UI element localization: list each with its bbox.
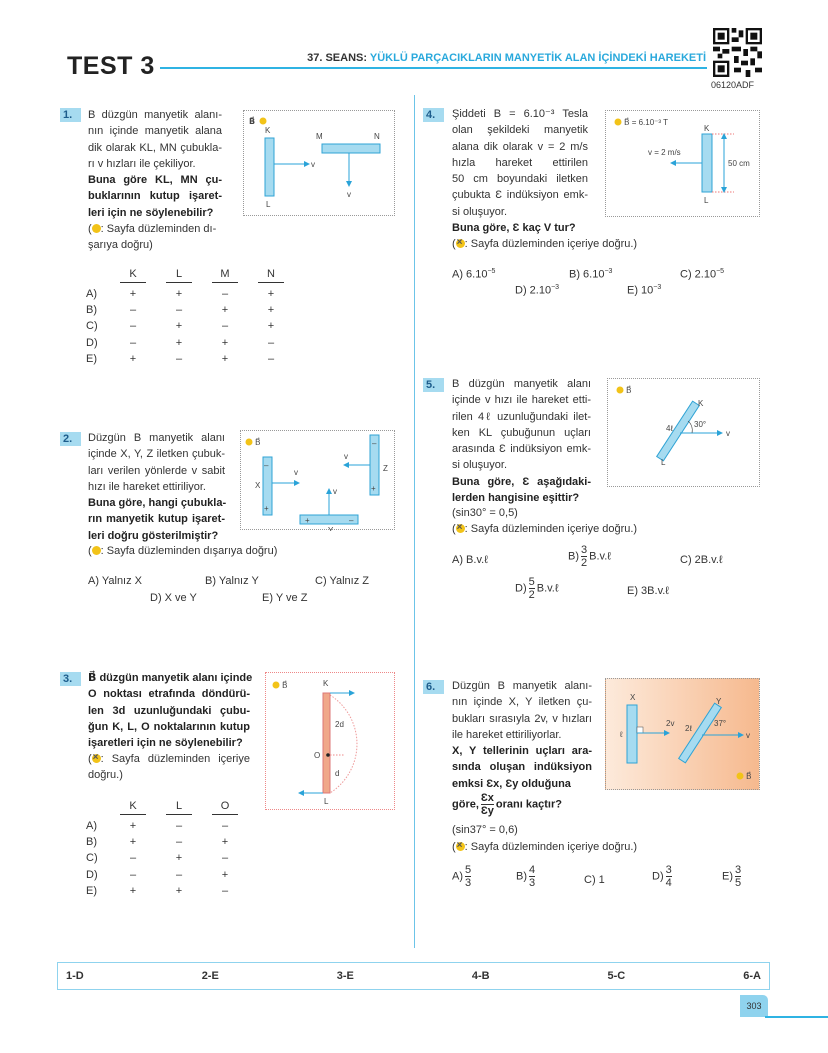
sign-cell: – — [221, 884, 229, 897]
rod-kl — [657, 401, 700, 461]
svg-text:+: + — [264, 504, 269, 513]
sign-cell: – — [221, 320, 229, 333]
text-line: nın içinde X, Y iletken çu- — [452, 696, 592, 709]
svg-text:v: v — [746, 731, 750, 740]
question-prompt — [452, 474, 591, 507]
figure-q4 — [605, 110, 760, 217]
question-text — [88, 430, 225, 495]
rod-x — [627, 705, 637, 763]
svg-text:Y: Y — [716, 697, 722, 706]
sign-cell: + — [175, 336, 183, 349]
option-label: A) — [86, 820, 97, 833]
option-row[interactable] — [86, 883, 248, 899]
into-page-icon — [456, 842, 465, 851]
sign-cell: + — [175, 884, 183, 897]
option-b[interactable]: B) Yalnız Y — [205, 575, 259, 587]
text-line: rı v hızları ile çekiliyor. — [88, 157, 196, 170]
sign-cell: + — [267, 288, 275, 301]
option-c[interactable]: C) 2B.v.ℓ — [680, 554, 723, 566]
sign-cell: – — [129, 868, 137, 881]
option-b[interactable]: B) $6.10^{-3}$ — [569, 268, 613, 281]
question-number: 3. — [60, 672, 81, 686]
text-line: hızı ile hareket ettiriliyor. — [88, 480, 206, 493]
svg-text:X: X — [630, 693, 636, 702]
text-line: ile hareket ettiriliyorlar. — [452, 728, 562, 741]
question-text — [452, 678, 592, 743]
option-e[interactable]: E) Y ve Z — [262, 592, 308, 604]
test-title: TEST 3 — [67, 52, 155, 80]
length-label: 50 cm — [728, 159, 750, 168]
options-table — [86, 264, 294, 367]
answer-3: 3-E — [336, 970, 354, 982]
svg-text:K: K — [704, 124, 710, 133]
text-line: si oluşuyor. — [452, 205, 508, 218]
velocity-arrow — [664, 730, 670, 736]
column-header: M — [212, 268, 238, 283]
question-prompt-end: göre, $\frac{Ɛx}{Ɛy}$ oranı kaçtır? — [452, 792, 562, 817]
sign-cell: – — [175, 352, 183, 365]
sign-cell: + — [129, 884, 137, 897]
velocity-arrow — [343, 462, 349, 468]
field-label: B⃗ — [255, 438, 261, 447]
field-note: (× : Sayfa düzleminden içeriye doğru.) — [88, 751, 250, 784]
text-line: çubukta Ɛ indüksiyon emk- — [452, 189, 588, 202]
velocity-arrow — [717, 430, 723, 436]
sign-cell: – — [129, 336, 137, 349]
option-a[interactable]: A) Yalnız X — [88, 575, 143, 587]
sign-cell: + — [175, 288, 183, 301]
text-line: arasında Ɛ indüksiyon emk- — [452, 443, 591, 456]
note-text: : Sayfa düzleminden dı- — [100, 223, 217, 235]
text-line: Düzgün B manyetik alanı- — [452, 680, 592, 692]
svg-text:L: L — [661, 458, 666, 467]
rod-kl — [265, 138, 274, 196]
sign-cell: + — [129, 288, 137, 301]
velocity-arrow — [326, 488, 332, 494]
text-line: buklarının kutup işaret- — [88, 190, 222, 203]
svg-text:v: v — [333, 487, 337, 496]
out-of-page-icon — [92, 546, 101, 555]
sign-cell: + — [175, 852, 183, 865]
rod-label-x: X — [255, 481, 261, 490]
option-e[interactable]: E) $10^{-3}$ — [627, 284, 662, 297]
session-topic: YÜKLÜ PARÇACIKLARIN MANYETİK ALAN İÇİNDEKİ HAREKETİ — [369, 52, 706, 64]
svg-text:d: d — [335, 769, 340, 778]
option-row[interactable] — [86, 302, 294, 318]
rod-label-y: Y — [328, 526, 334, 531]
svg-text:L: L — [324, 797, 329, 806]
option-row[interactable] — [86, 867, 248, 883]
question-number: 6. — [423, 680, 444, 694]
column-divider — [414, 95, 415, 948]
rod-y — [679, 703, 722, 763]
velocity-label: v — [347, 190, 351, 199]
option-d[interactable]: D) $\frac{3}{4}$ — [652, 864, 672, 889]
text-line: sında oluşan indüksiyon — [452, 761, 592, 774]
option-c[interactable]: C) 1 — [584, 874, 605, 886]
sign-cell: – — [267, 336, 275, 349]
text-line: nın içinde manyetik alana — [88, 125, 222, 138]
sign-cell: + — [129, 352, 137, 365]
into-page-icon — [246, 439, 253, 446]
field-note: (× : Sayfa düzleminden içeriye doğru.) — [452, 236, 637, 252]
header-rule — [160, 67, 707, 69]
option-label: C) — [86, 320, 98, 333]
pivot-point — [326, 753, 330, 757]
sign-cell: + — [129, 820, 137, 833]
qr-code-text: 06120ADF — [711, 80, 755, 90]
rod-kl — [702, 134, 712, 192]
point-label-m: M — [316, 132, 323, 141]
sign-cell: + — [221, 304, 229, 317]
figure-q5 — [607, 378, 760, 487]
given-value: (sin37° = 0,6) — [452, 824, 518, 836]
sign-cell: – — [221, 288, 229, 301]
option-d[interactable]: D) $2.10^{-3}$ — [515, 284, 560, 297]
figure-q1 — [243, 110, 395, 216]
answer-4: 4-B — [471, 970, 490, 982]
answer-1: 1-D — [66, 970, 84, 982]
figure-q6 — [605, 678, 760, 790]
sign-cell: – — [221, 852, 229, 865]
velocity-arrow — [298, 790, 304, 796]
text-line: içinde X, Y, Z iletken çubuk- — [88, 448, 225, 461]
sign-cell: – — [221, 820, 229, 833]
svg-text:+: + — [371, 484, 376, 493]
column-header: N — [258, 268, 284, 283]
note-text: şarıya doğru) — [88, 239, 153, 252]
sign-cell: + — [175, 320, 183, 333]
question-prompt — [452, 743, 592, 792]
sign-cell: – — [129, 320, 137, 333]
into-page-icon — [615, 119, 622, 126]
svg-text:L: L — [704, 196, 709, 205]
option-row[interactable] — [86, 335, 294, 351]
question-number: 2. — [60, 432, 81, 446]
sign-cell: – — [175, 868, 183, 881]
option-a[interactable]: A) B.v.ℓ — [452, 554, 488, 566]
svg-text:v: v — [344, 452, 348, 461]
svg-text:–: – — [264, 461, 269, 470]
option-c[interactable]: C) Yalnız Z — [315, 575, 369, 587]
svg-text:O: O — [314, 751, 321, 760]
note-text: : Sayfa düzleminden dışarıya doğru) — [100, 545, 278, 557]
text-line: ları verilen yönlerde v sabit — [88, 464, 225, 477]
field-label: B⃗ — [626, 386, 632, 395]
note-text: : Sayfa düzleminden içeriye doğru.) — [464, 238, 638, 250]
option-b[interactable]: B) $\frac{4}{3}$ — [516, 864, 536, 889]
rod-mn — [322, 144, 380, 153]
option-row[interactable] — [86, 850, 248, 866]
column-header: K — [120, 800, 146, 815]
option-a[interactable]: A) $6.10^{-5}$ — [452, 268, 496, 281]
text-line: si oluşuyor. — [452, 459, 508, 472]
option-a[interactable]: A) $\frac{5}{3}$ — [452, 864, 472, 889]
into-page-icon — [273, 682, 280, 689]
sign-cell: – — [129, 304, 137, 317]
qr-code-icon[interactable] — [713, 28, 762, 77]
option-row[interactable] — [86, 834, 248, 850]
into-page-icon — [456, 524, 465, 533]
text-line: 50 cm boyundaki iletken — [452, 173, 588, 186]
velocity-label: v — [311, 160, 315, 169]
velocity-arrow — [349, 690, 355, 696]
svg-text:2v: 2v — [666, 719, 675, 728]
sign-cell: + — [267, 320, 275, 333]
option-e[interactable]: E) 3B.v.ℓ — [627, 585, 669, 597]
point-label-k: K — [265, 126, 271, 135]
text-line: O noktası etrafında döndürü- — [88, 688, 250, 701]
question-number: 5. — [423, 378, 444, 392]
question-text — [88, 107, 222, 172]
question-number: 1. — [60, 108, 81, 122]
text-line: Buna göre, Ɛ kaç V tur? — [452, 222, 576, 234]
svg-text:K: K — [698, 399, 704, 408]
velocity-arrow — [346, 181, 352, 187]
svg-text:2ℓ: 2ℓ — [685, 724, 693, 733]
option-e[interactable]: E) $\frac{3}{5}$ — [722, 864, 742, 889]
question-prompt — [452, 220, 588, 236]
field-label: B⃗ — [282, 681, 288, 690]
sign-cell: + — [221, 336, 229, 349]
text-line: B düzgün manyetik alanı- — [88, 109, 222, 121]
out-of-page-icon — [92, 224, 101, 233]
text-line: emksi Ɛx, Ɛy olduğuna — [452, 777, 571, 790]
option-label: A) — [86, 288, 97, 301]
angle-label: 37° — [714, 719, 727, 728]
svg-text:v: v — [726, 429, 730, 438]
velocity-arrow — [738, 732, 744, 738]
note-text: : Sayfa düzleminden içeriye doğru.) — [464, 841, 638, 853]
field-note: ( : Sayfa düzleminden dı- şarıya doğru) — [88, 223, 217, 252]
option-label: D) — [86, 336, 98, 349]
answer-6: 6-A — [743, 970, 761, 982]
sign-cell: – — [175, 304, 183, 317]
question-text — [452, 106, 588, 220]
text-line: işaretleri için ne söylenebilir? — [88, 737, 243, 750]
question-prompt — [88, 670, 253, 751]
session-label: 37. SEANS: — [307, 52, 368, 64]
sign-cell: + — [129, 836, 137, 849]
text-line: leri için ne söylenebilir? — [88, 206, 214, 219]
column-header: L — [166, 268, 192, 283]
out-of-page-icon — [260, 118, 267, 125]
text-line: lerden hangisine eşittir? — [452, 492, 580, 505]
rotation-path — [330, 695, 357, 793]
svg-text:K: K — [323, 679, 329, 688]
column-header: L — [166, 800, 192, 815]
velocity-label: v = 2 m/s — [648, 148, 681, 157]
into-page-icon — [617, 387, 624, 394]
velocity-arrow — [294, 480, 300, 486]
svg-text:2d: 2d — [335, 720, 344, 729]
given-value: (sin30° = 0,5) — [452, 507, 518, 519]
field-label: B⃗ — [746, 772, 752, 781]
text-line: len 3d uzunluğundaki çubu- — [88, 704, 250, 717]
answer-5: 5-C — [607, 970, 626, 982]
svg-text:4ℓ: 4ℓ — [666, 424, 674, 433]
text-line: ğun K, L, O noktalarının kutup — [88, 720, 250, 733]
sign-cell: – — [129, 852, 137, 865]
sign-cell: + — [221, 836, 229, 849]
footer-rule — [765, 1016, 828, 1018]
text-line: B⃗ düzgün manyetik alanı içinde — [88, 672, 253, 684]
svg-text:–: – — [349, 516, 354, 525]
option-row[interactable] — [86, 351, 294, 367]
point-label-l: L — [266, 200, 271, 209]
option-label: D) — [86, 868, 98, 881]
text-line: Buna göre, Ɛ aşağıdaki- — [452, 476, 591, 488]
question-prompt — [88, 172, 222, 221]
into-page-icon — [92, 754, 101, 763]
field-label: B⃗ = 6.10⁻³ T — [624, 118, 669, 127]
text-line: Şiddeti B = 6.10⁻³ Tesla — [452, 108, 588, 120]
question-number: 4. — [423, 108, 444, 122]
rod-kl — [323, 693, 330, 793]
text-line: X, Y tellerinin uçları ara- — [452, 745, 592, 757]
sign-cell: + — [221, 352, 229, 365]
answer-2: 2-E — [201, 970, 219, 982]
option-label: E) — [86, 884, 97, 897]
option-d[interactable]: D) $\frac{5}{2}$ B.v.ℓ — [515, 576, 559, 601]
figure-q3 — [265, 672, 395, 810]
svg-text:–: – — [372, 439, 377, 448]
field-note: (× : Sayfa düzleminden içeriye doğru.) — [452, 521, 637, 537]
options-table — [86, 796, 248, 899]
text-line: Buna göre KL, MN çu- — [88, 174, 222, 186]
option-label: B) — [86, 836, 97, 849]
field-note: ( : Sayfa düzleminden dışarıya doğru) — [88, 545, 278, 557]
text-line: B düzgün manyetik alanı — [452, 378, 591, 390]
field-label: B⃗ — [249, 117, 256, 126]
sign-cell: + — [267, 304, 275, 317]
text-line: hızla hareket ettirilen — [452, 156, 588, 169]
text-line: içinde v hızı ile hareket etti- — [452, 394, 591, 407]
into-page-icon — [456, 239, 465, 248]
text-line: ken KL çubuğunun uçları — [452, 426, 591, 439]
text-line: leri doğru gösterilmiştir? — [88, 529, 219, 542]
option-row[interactable] — [86, 286, 294, 302]
option-label: C) — [86, 852, 98, 865]
note-text: : Sayfa düzleminden içeriye — [100, 753, 250, 765]
svg-text:v: v — [294, 468, 298, 477]
note-text: doğru.) — [88, 769, 123, 782]
point-label-n: N — [374, 132, 380, 141]
column-header: O — [212, 800, 238, 815]
option-label: E) — [86, 352, 97, 365]
session-title — [307, 52, 706, 64]
text-line: dik olarak KL, MN çubukla- — [88, 141, 222, 154]
option-b[interactable]: B) $\frac{3}{2}$ B.v.ℓ — [568, 544, 611, 569]
question-prompt — [88, 495, 225, 544]
text-line: alana dik olarak v = 2 m/s — [452, 140, 588, 153]
option-label: B) — [86, 304, 97, 317]
sign-cell: – — [175, 836, 183, 849]
option-d[interactable]: D) X ve Y — [150, 592, 197, 604]
text-line: rilen 4ℓ uzunluğundaki ilet- — [452, 410, 591, 423]
field-note: (× : Sayfa düzleminden içeriye doğru.) — [452, 839, 637, 855]
text-line: rın manyetik kutup işaret- — [88, 513, 225, 526]
column-header: K — [120, 268, 146, 283]
sign-cell: – — [175, 820, 183, 833]
option-c[interactable]: C) $2.10^{-5}$ — [680, 268, 725, 281]
sign-cell: – — [267, 352, 275, 365]
question-text — [452, 376, 591, 474]
figure-q2 — [240, 430, 395, 530]
answer-key — [57, 962, 770, 990]
text-line: Düzgün B manyetik alanı — [88, 432, 225, 444]
option-row[interactable] — [86, 318, 294, 334]
page-number: 303 — [740, 995, 768, 1017]
sign-cell: + — [221, 868, 229, 881]
into-page-icon — [737, 773, 744, 780]
text-line: bukları sırasıyla 2v, v hızları — [452, 712, 592, 725]
angle-label: 30° — [694, 420, 707, 429]
text-line: Buna göre, hangi çubukla- — [88, 497, 227, 509]
rod-label-z: Z — [383, 464, 388, 473]
note-text: : Sayfa düzleminden içeriye doğru.) — [464, 523, 638, 535]
svg-text:ℓ: ℓ — [620, 730, 623, 739]
text-line: olan şekildeki manyetik — [452, 124, 588, 137]
svg-text:+: + — [305, 516, 310, 525]
option-row[interactable] — [86, 818, 248, 834]
velocity-arrow — [670, 160, 676, 166]
